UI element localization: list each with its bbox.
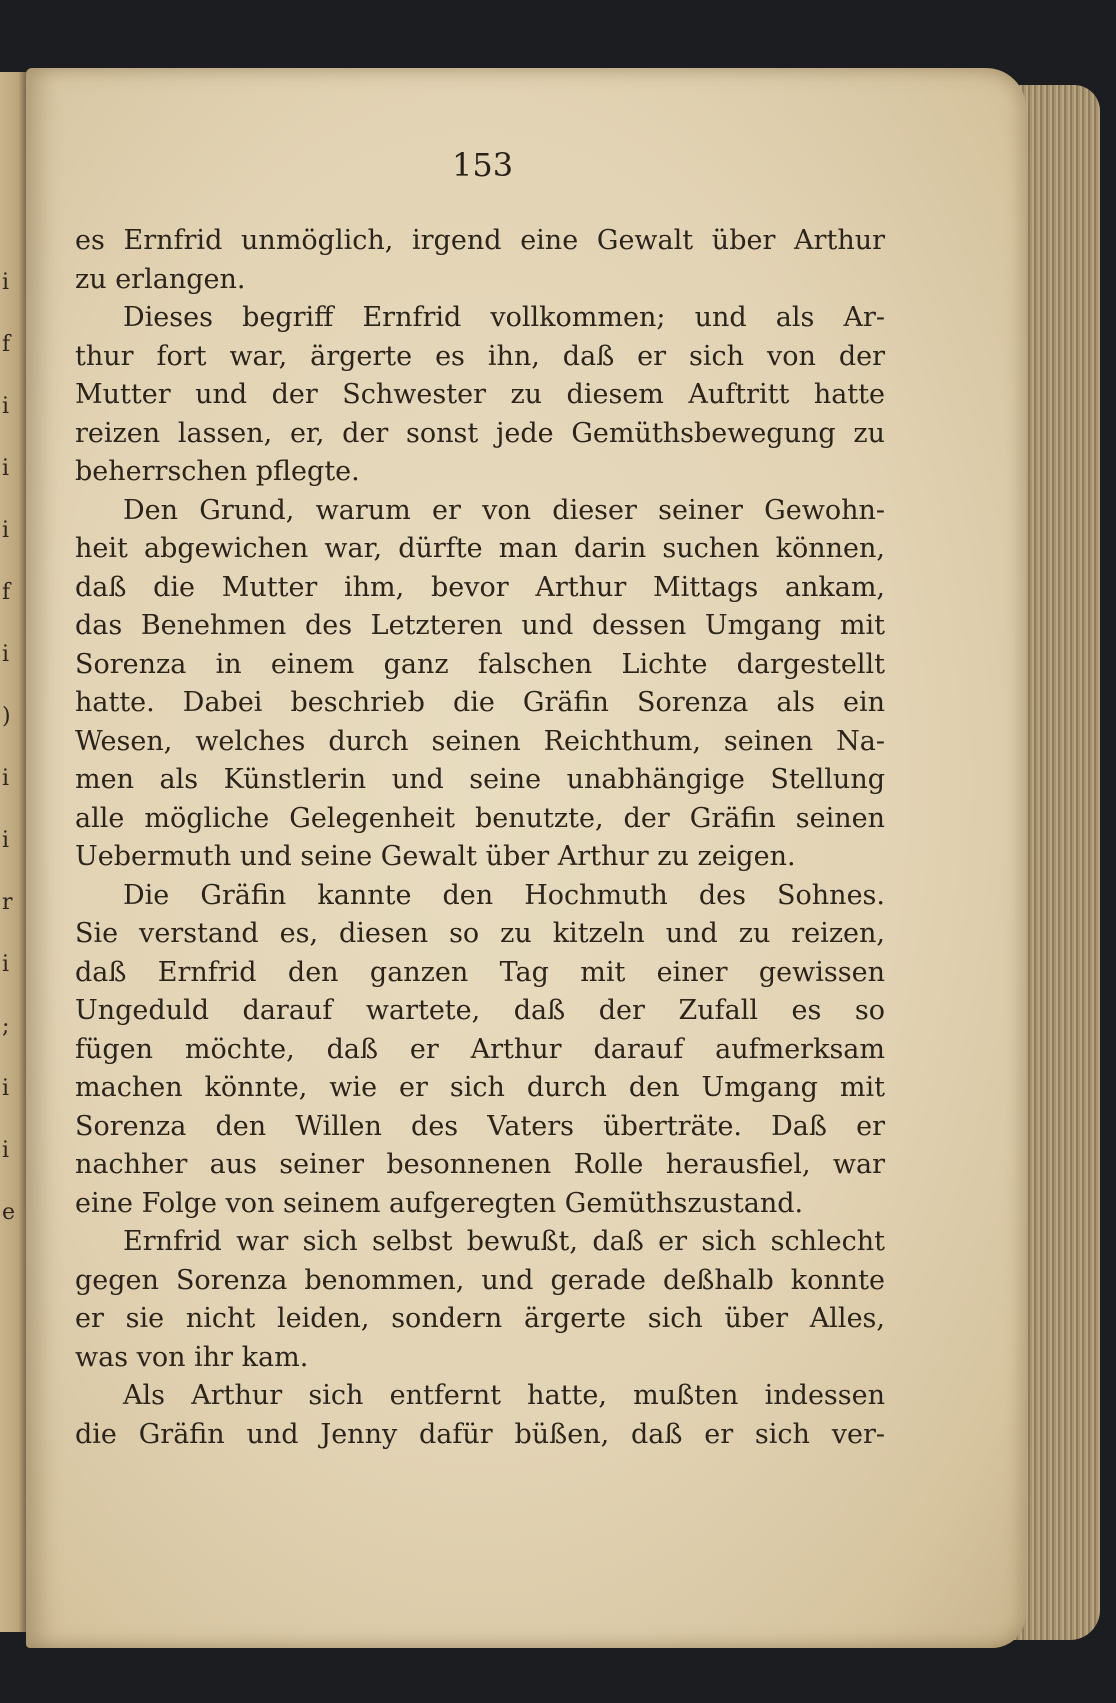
text-line: Dieses begriff Ernfrid vollkommen; und als Ar-	[123, 302, 885, 333]
previous-page-fragment: i	[2, 1138, 10, 1163]
text-line: die Gräfin und Jenny dafür büßen, daß er sich ver-	[75, 1418, 885, 1450]
text-line: Wesen, welches durch seinen Reichthum, seinen Na-	[75, 725, 885, 757]
text-line: Sorenza den Willen des Vaters überträte. Daß er	[75, 1110, 885, 1142]
text-line: Den Grund, warum er von dieser seiner Gewohn-	[123, 494, 885, 526]
previous-page-fragment: e	[2, 1200, 16, 1225]
text-line: heit abgewichen war, dürfte man darin suchen können,	[75, 533, 885, 564]
text-line: er sie nicht leiden, sondern ärgerte sich über Alles,	[75, 1303, 885, 1334]
text-line: Sie verstand es, diesen so zu kitzeln und zu reizen,	[75, 918, 885, 949]
text-line: zu erlangen.	[75, 263, 246, 295]
previous-page-edge	[0, 72, 26, 1632]
text-line: daß die Mutter ihm, bevor Arthur Mittags ankam,	[75, 571, 885, 603]
previous-page-fragment: i	[2, 394, 10, 419]
text-line: Uebermuth und seine Gewalt über Arthur zu zeigen.	[75, 841, 796, 872]
text-line: beherrschen pflegte.	[75, 456, 360, 487]
text-line: fügen möchte, daß er Arthur darauf aufmerksam	[75, 1033, 885, 1065]
text-line: Ungeduld darauf wartete, daß der Zufall es so	[75, 995, 885, 1026]
text-line: men als Künstlerin und seine unabhängige Stellung	[75, 764, 885, 795]
text-line: Ernfrid war sich selbst bewußt, daß er sich schlecht	[123, 1226, 885, 1257]
text-line: reizen lassen, er, der sonst jede Gemüthsbewegung zu	[75, 417, 885, 449]
text-line: das Benehmen des Letzteren und dessen Umgang mit	[75, 610, 885, 641]
text-line: Mutter und der Schwester zu diesem Auftritt hatte	[75, 379, 885, 410]
text-line: gegen Sorenza benommen, und gerade deßhalb konnte	[75, 1264, 885, 1296]
text-line: Sorenza in einem ganz falschen Lichte dargestellt	[75, 648, 885, 680]
previous-page-fragment: i	[2, 642, 10, 667]
previous-page-fragment: i	[2, 828, 10, 853]
previous-page-fragment: i	[2, 456, 10, 481]
text-line: machen könnte, wie er sich durch den Umgang mit	[75, 1072, 885, 1103]
previous-page-text-fragments	[2, 272, 18, 1224]
previous-page-fragment: )	[2, 704, 11, 729]
previous-page-fragment: f	[2, 580, 11, 605]
text-line: thur fort war, ärgerte es ihn, daß er sich von der	[75, 340, 885, 372]
text-line: eine Folge von seinem aufgeregten Gemüthszustand.	[75, 1187, 804, 1219]
text-line: es Ernfrid unmöglich, irgend eine Gewalt über Arthur	[75, 225, 885, 256]
previous-page-fragment: ;	[2, 1014, 10, 1039]
text-line: Die Gräfin kannte den Hochmuth des Sohnes.	[123, 879, 885, 911]
text-line: hatte. Dabei beschrieb die Gräfin Sorenza als ein	[75, 687, 885, 718]
previous-page-fragment: i	[2, 270, 10, 295]
previous-page-fragment: i	[2, 766, 10, 791]
page-number: 153	[452, 146, 514, 184]
previous-page-fragment: i	[2, 518, 10, 543]
body-text	[75, 222, 885, 1454]
text-line: nachher aus seiner besonnenen Rolle herausfiel, war	[75, 1149, 885, 1180]
text-line: alle mögliche Gelegenheit benutzte, der Gräfin seinen	[75, 802, 885, 834]
previous-page-fragment: i	[2, 1076, 10, 1101]
text-line: was von ihr kam.	[75, 1341, 309, 1373]
text-line: daß Ernfrid den ganzen Tag mit einer gewissen	[75, 956, 885, 988]
previous-page-fragment: f	[2, 332, 11, 357]
text-line: Als Arthur sich entfernt hatte, mußten indessen	[123, 1380, 885, 1411]
previous-page-fragment: i	[2, 952, 10, 977]
previous-page-fragment: r	[2, 890, 13, 915]
